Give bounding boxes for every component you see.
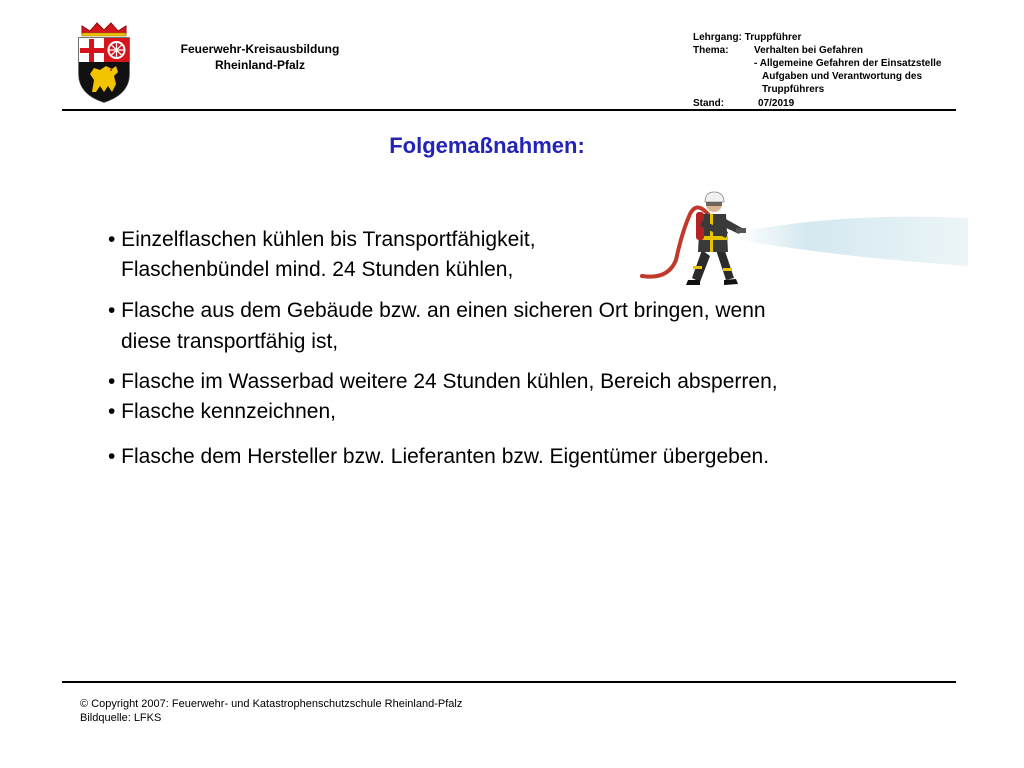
bullet-1: • Einzelflaschen kühlen bis Transportfähigkeit, — [108, 228, 536, 251]
bullet-5: • Flasche dem Hersteller bzw. Lieferanten bzw. Eigentümer übergeben. — [108, 445, 770, 468]
stand-label: Stand: — [693, 98, 725, 109]
bullet-2-cont: diese transportfähig ist, — [121, 330, 339, 353]
lehrgang-label: Lehrgang: Truppführer — [693, 32, 802, 43]
org-name-line2: Rheinland-Pfalz — [214, 58, 305, 72]
coat-of-arms-icon — [74, 22, 134, 104]
footer-divider — [62, 681, 956, 683]
bullet-2: • Flasche aus dem Gebäude bzw. an einen sicheren Ort bringen, wenn — [108, 299, 766, 322]
firefighter-with-hose-icon — [638, 184, 978, 294]
thema-sub1: - Allgemeine Gefahren der Einsatzstelle — [754, 58, 942, 69]
thema-sub3: Truppführers — [762, 84, 825, 95]
page-title: Folgemaßnahmen: — [389, 133, 585, 158]
thema-label: Thema: — [693, 45, 729, 56]
copyright-text: © Copyright 2007: Feuerwehr- und Katastrophenschutzschule Rheinland-Pfalz — [80, 698, 463, 710]
thema-sub2: Aufgaben und Verantwortung des — [762, 71, 923, 82]
thema-value: Verhalten bei Gefahren — [754, 45, 863, 56]
bullet-4: • Flasche kennzeichnen, — [108, 400, 336, 423]
image-source-text: Bildquelle: LFKS — [80, 712, 162, 724]
bullet-1-cont: Flaschenbündel mind. 24 Stunden kühlen, — [121, 258, 514, 281]
stand-value: 07/2019 — [758, 98, 795, 109]
org-name-line1: Feuerwehr-Kreisausbildung — [180, 42, 340, 56]
bullet-3: • Flasche im Wasserbad weitere 24 Stunden kühlen, Bereich absperren, — [108, 370, 778, 393]
header-divider — [62, 109, 956, 111]
